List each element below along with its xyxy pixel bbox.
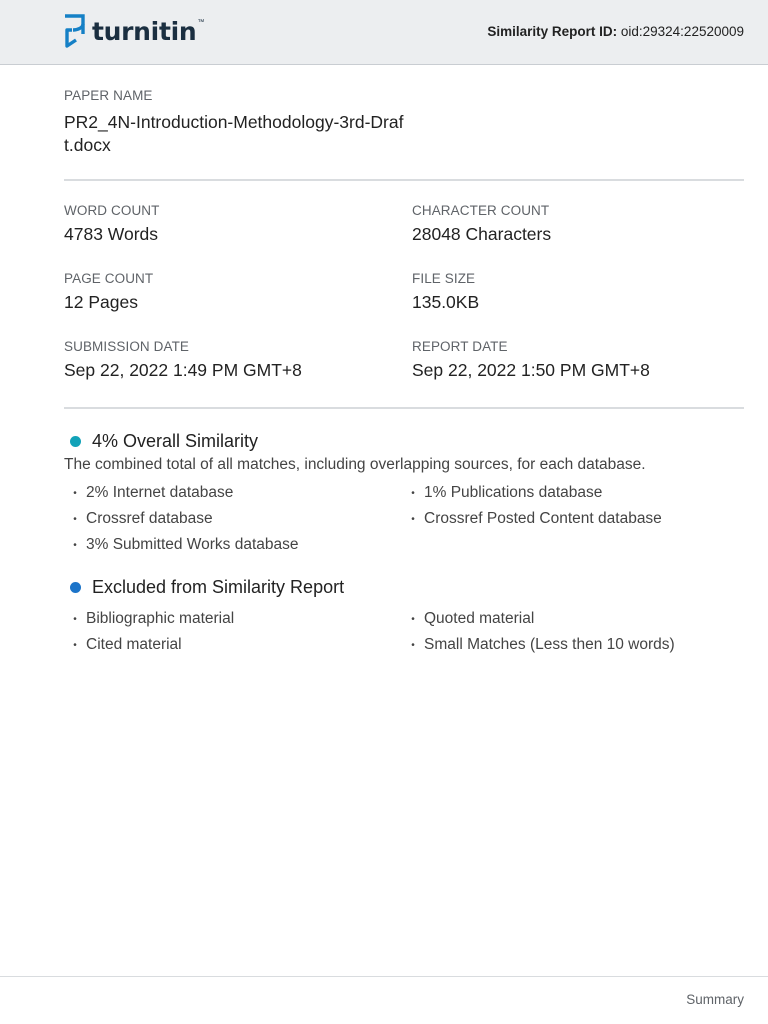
report-header xyxy=(0,0,768,65)
excluded-item: • Quoted material xyxy=(411,610,535,627)
overall-similarity-heading xyxy=(70,431,258,452)
excluded-title: Excluded from Similarity Report xyxy=(92,577,345,597)
submission-date-label: SUBMISSION DATE xyxy=(64,339,190,354)
bullet-icon: • xyxy=(73,539,77,551)
paper-name-value: PR2_4N-Introduction-Methodology-3rd-Draft.docx xyxy=(64,112,404,155)
word-count-value: 4783 Words xyxy=(64,224,159,244)
file-size-field xyxy=(412,271,742,313)
logo-wordmark: turnitin xyxy=(92,16,197,46)
character-count-field xyxy=(412,203,742,245)
overall-similarity-title: 4% Overall Similarity xyxy=(92,431,259,451)
report-date-label: REPORT DATE xyxy=(412,339,508,354)
paper-name-section xyxy=(64,88,744,157)
excluded-heading xyxy=(70,577,344,598)
logo-trademark: ™ xyxy=(197,18,205,26)
bullet-icon: • xyxy=(411,487,415,499)
file-size-value: 135.0KB xyxy=(412,292,480,312)
report-date-value: Sep 22, 2022 1:50 PM GMT+8 xyxy=(412,360,650,380)
word-count-field xyxy=(64,203,394,245)
excluded-item: • Cited material xyxy=(73,636,182,653)
similarity-report-id xyxy=(487,24,744,39)
divider xyxy=(64,407,744,409)
character-count-value: 28048 Characters xyxy=(412,224,552,244)
page-count-label: PAGE COUNT xyxy=(64,271,154,286)
bullet-icon: • xyxy=(73,513,77,525)
character-count-label: CHARACTER COUNT xyxy=(412,203,550,218)
bullet-icon: • xyxy=(411,613,415,625)
page-footer xyxy=(0,976,768,1024)
excluded-item: • Bibliographic material xyxy=(73,610,235,627)
footer-summary-label: Summary xyxy=(686,992,744,1007)
bullet-icon: • xyxy=(73,639,77,651)
word-count-label: WORD COUNT xyxy=(64,203,160,218)
submission-date-field xyxy=(64,339,394,381)
bullet-icon: • xyxy=(73,613,77,625)
report-id-label: Similarity Report ID: xyxy=(487,24,618,39)
similarity-source-item: • 1% Publications database xyxy=(411,484,603,501)
excluded-item: • Small Matches (Less then 10 words) xyxy=(411,636,675,653)
turnitin-logo xyxy=(63,13,204,51)
similarity-dot-icon xyxy=(70,436,81,447)
similarity-source-item: • 2% Internet database xyxy=(73,484,234,501)
report-date-field xyxy=(412,339,742,381)
overall-similarity-description: The combined total of all matches, including overlapping sources, for each database. xyxy=(64,456,646,473)
excluded-dot-icon xyxy=(70,582,81,593)
divider xyxy=(64,179,744,181)
bullet-icon: • xyxy=(411,639,415,651)
report-id-value: oid:29324:22520009 xyxy=(620,24,744,39)
similarity-source-item: • 3% Submitted Works database xyxy=(73,536,299,553)
paper-name-label: PAPER NAME xyxy=(64,88,153,103)
page-count-field xyxy=(64,271,394,313)
file-size-label: FILE SIZE xyxy=(412,271,476,286)
bullet-icon: • xyxy=(411,513,415,525)
submission-date-value: Sep 22, 2022 1:49 PM GMT+8 xyxy=(64,360,302,380)
bullet-icon: • xyxy=(73,487,77,499)
similarity-source-item: • Crossref Posted Content database xyxy=(411,510,662,527)
page-count-value: 12 Pages xyxy=(64,292,138,312)
similarity-source-item: • Crossref database xyxy=(73,510,213,527)
turnitin-logo-icon xyxy=(63,14,87,50)
